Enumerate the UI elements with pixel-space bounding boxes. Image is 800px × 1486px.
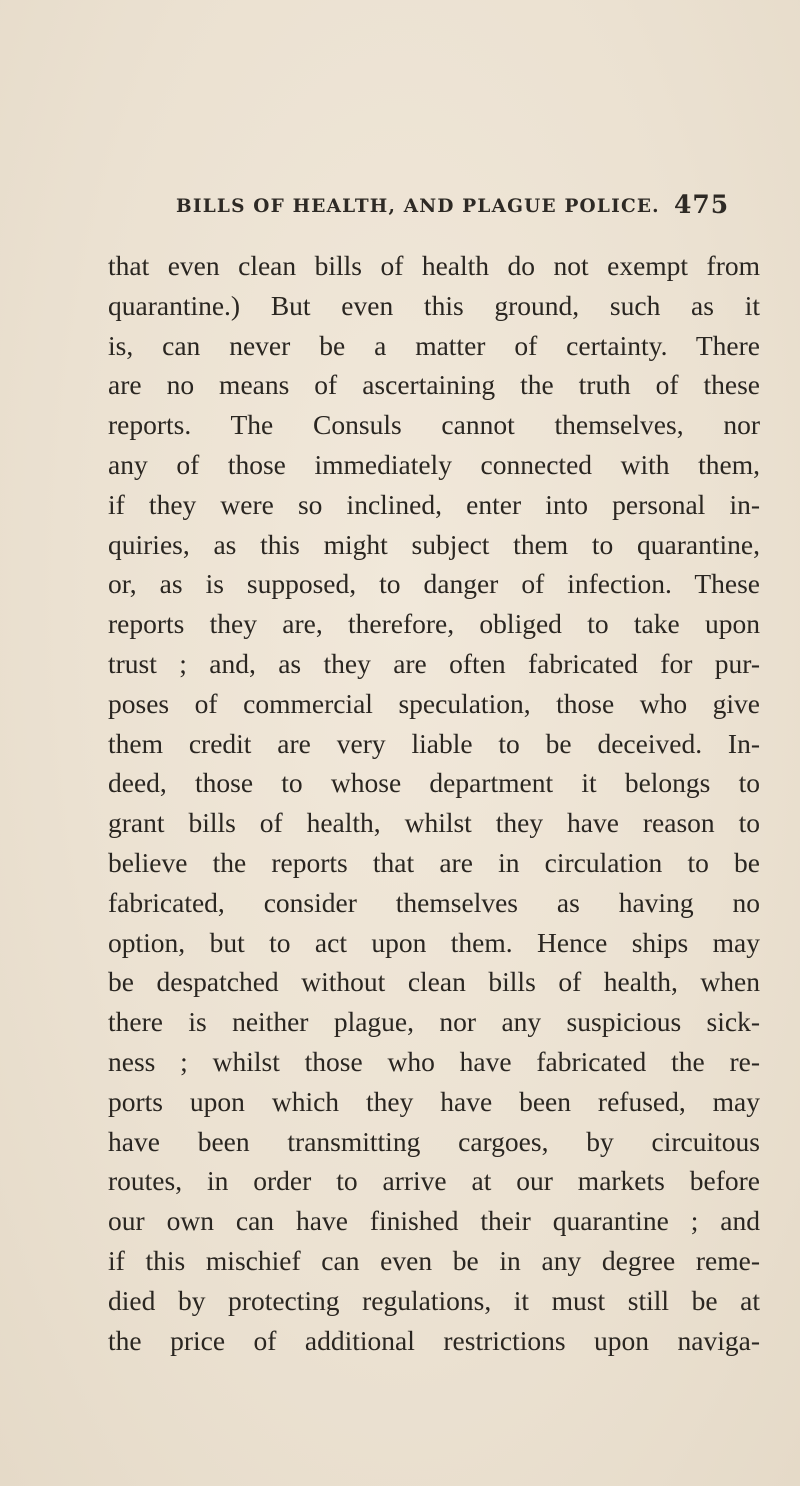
text-line: are no means of ascertaining the truth of these <box>108 369 760 401</box>
text-line: them credit are very liable to be deceived. In- <box>108 727 760 759</box>
text-line: have been transmitting cargoes, by circuitous <box>108 1125 760 1157</box>
text-line: fabricated, consider themselves as having no <box>108 886 760 918</box>
text-line: option, but to act upon them. Hence ships may <box>108 926 760 958</box>
text-line: grant bills of health, whilst they have reason to <box>108 807 760 839</box>
text-line: any of those immediately connected with them, <box>108 448 760 480</box>
text-line: or, as is supposed, to danger of infection. These <box>108 568 760 600</box>
text-line: there is neither plague, nor any suspicious sick- <box>108 1006 760 1038</box>
text-line: trust ; and, as they are often fabricated for pur- <box>108 647 760 679</box>
text-line: quiries, as this might subject them to quarantine, <box>108 528 760 560</box>
text-line: poses of commercial speculation, those who give <box>108 687 760 719</box>
text-line: be despatched without clean bills of health, when <box>108 966 760 998</box>
text-line: routes, in order to arrive at our markets before <box>108 1165 760 1197</box>
text-line: our own can have finished their quarantine ; and <box>108 1205 760 1237</box>
text-line: reports they are, therefore, obliged to take upon <box>108 608 760 640</box>
text-line: the price of additional restrictions upon naviga- <box>108 1324 760 1356</box>
text-line: quarantine.) But even this ground, such as it <box>108 289 760 321</box>
text-line: believe the reports that are in circulation to be <box>108 846 760 878</box>
running-head <box>176 192 736 228</box>
text-line: if this mischief can even be in any degree reme- <box>108 1244 760 1276</box>
text-line: is, can never be a matter of certainty. There <box>108 329 760 361</box>
text-line: deed, those to whose department it belongs to <box>108 767 760 799</box>
text-line: died by protecting regulations, it must still be at <box>108 1284 760 1316</box>
text-line: if they were so inclined, enter into personal in- <box>108 488 760 520</box>
text-line: that even clean bills of health do not exempt from <box>108 250 760 281</box>
text-line: ports upon which they have been refused, may <box>108 1085 760 1117</box>
text-line: reports. The Consuls cannot themselves, nor <box>108 409 760 441</box>
body-text <box>108 246 760 1360</box>
page-number: 475 <box>674 190 730 219</box>
running-head-title: BILLS OF HEALTH, AND PLAGUE POLICE. <box>176 196 660 217</box>
text-line: ness ; whilst those who have fabricated the re- <box>108 1045 760 1077</box>
